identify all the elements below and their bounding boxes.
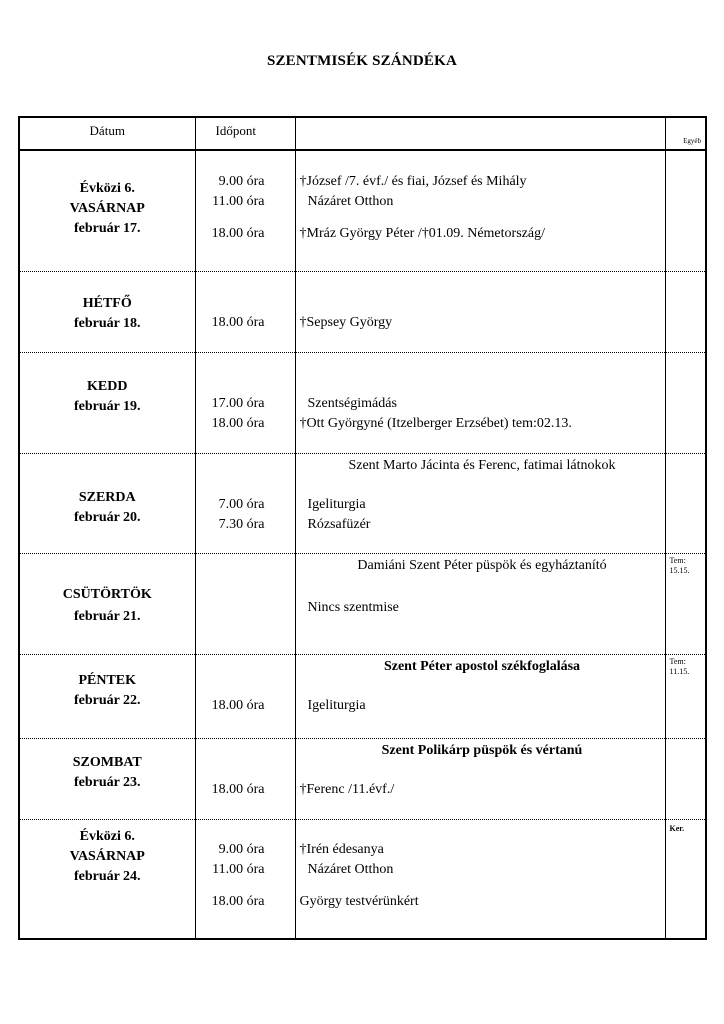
intention-cell: Szentségimádás †Ott Györgyné (Itzelberger Erzsébet) tem:02.13. [295, 352, 665, 453]
date-cell: Évközi 6. VASÁRNAP február 17. [19, 150, 195, 271]
date-cell: SZERDA február 20. [19, 453, 195, 553]
note-text: Tem: 15.15. [669, 555, 690, 575]
feast-name: Szent Marto Jácinta és Ferenc, fatimai látnokok [348, 457, 616, 473]
date-cell: Évközi 6. VASÁRNAP február 24. [69, 828, 145, 884]
time-cell: 17.00 óra 18.00 óra [195, 352, 295, 453]
table-row [19, 453, 706, 553]
date-cell: CSÜTÖRTÖK február 21. [19, 553, 195, 654]
feast-name: Szent Polikárp püspök és vértanú [381, 742, 583, 758]
date-cell: PÉNTEK február 22. [19, 654, 195, 738]
feast-name: Szent Péter apostol székfoglalása [383, 658, 581, 674]
time-cell: 18.00 óra [195, 271, 295, 352]
table-row [19, 654, 706, 738]
feast-name: Damiáni Szent Péter püspök és egyháztanító [357, 557, 607, 573]
date-cell: HÉTFŐ február 18. [19, 271, 195, 352]
intention-cell: Damiáni Szent Péter püspök és egyháztanító Nincs szentmise [295, 553, 665, 654]
time-cell: 7.00 óra 7.30 óra [195, 453, 295, 553]
table-row [19, 553, 706, 654]
header-other: Egyéb [665, 117, 706, 150]
date-cell: SZOMBAT február 23. [19, 738, 195, 819]
intention-cell: †József /7. évf./ és fiai, József és Mihály Názáret Otthon †Mráz György Péter /†01.09. Németország/ [295, 150, 665, 271]
intention-cell: Szent Polikárp püspök és vértanú †Ferenc /11.évf./ [295, 738, 665, 819]
other-cell [665, 271, 706, 352]
page-title: SZENTMISÉK SZÁNDÉKA [266, 53, 458, 69]
table-header-row [19, 117, 706, 150]
note-text: Tem: 11.15. [669, 656, 690, 676]
table-row [19, 150, 706, 271]
intention-cell: Szent Marto Jácinta és Ferenc, fatimai látnokok Igeliturgia Rózsafüzér [295, 453, 665, 553]
table-row [19, 352, 706, 453]
time-cell: 18.00 óra [195, 738, 295, 819]
note-text: Ker. [669, 823, 685, 833]
time-cell: 9.00 óra 11.00 óra 18.00 óra [195, 150, 295, 271]
date-cell: KEDD február 19. [19, 352, 195, 453]
header-time: Időpont [195, 117, 295, 150]
intention-cell: †Irén édesanya Názáret Otthon György testvérünkért [295, 819, 665, 939]
other-cell [665, 352, 706, 453]
mass-intentions-table [18, 116, 707, 940]
intention-cell: Szent Péter apostol székfoglalása Igeliturgia [295, 654, 665, 738]
time-cell [195, 553, 295, 654]
table-row [19, 819, 706, 939]
other-cell [665, 553, 706, 654]
other-cell [665, 819, 706, 939]
intention-cell: †Sepsey György [295, 271, 665, 352]
header-intention [295, 117, 665, 150]
other-cell [665, 150, 706, 271]
time-cell: 9.00 óra 11.00 óra 18.00 óra [195, 819, 295, 939]
other-cell [665, 654, 706, 738]
header-date: Dátum [19, 117, 195, 150]
other-cell [665, 453, 706, 553]
time-cell: 18.00 óra [195, 654, 295, 738]
other-cell [665, 738, 706, 819]
table-row [19, 738, 706, 819]
table-row [19, 271, 706, 352]
